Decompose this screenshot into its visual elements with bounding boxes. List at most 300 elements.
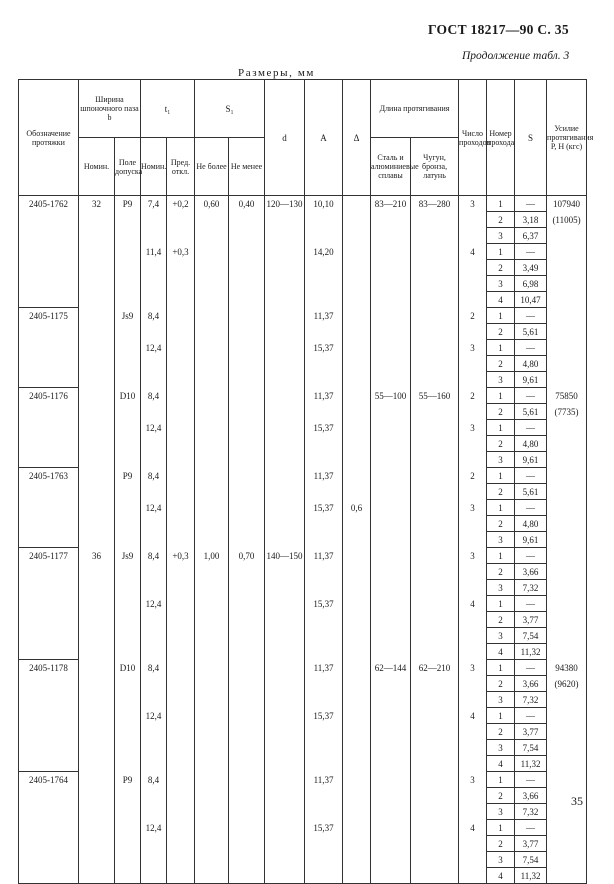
cell-designation <box>19 644 79 660</box>
table-row <box>19 612 587 628</box>
cell-t1-deviation <box>167 660 195 676</box>
cell-d <box>265 644 305 660</box>
cell-d <box>265 788 305 804</box>
continuation-label: Продолжение табл. 3 <box>462 50 570 62</box>
cell-t1-deviation <box>167 484 195 500</box>
cell-designation <box>19 804 79 820</box>
cell-d <box>265 532 305 548</box>
cell-force <box>547 340 587 356</box>
cell-s1-min <box>229 772 265 788</box>
table-row <box>19 596 587 612</box>
cell-designation <box>19 724 79 740</box>
cell-force <box>547 500 587 516</box>
page-number: 35 <box>571 794 583 808</box>
cell-t1-deviation <box>167 212 195 228</box>
cell-pass-no: 2 <box>487 324 515 340</box>
cell-d <box>265 484 305 500</box>
cell-length-iron <box>411 212 459 228</box>
cell-passes <box>459 676 487 692</box>
col-s1-max: Не более <box>195 138 229 196</box>
cell-designation <box>19 628 79 644</box>
cell-t1-deviation <box>167 356 195 372</box>
cell-s: — <box>515 596 547 612</box>
table-row <box>19 340 587 356</box>
cell-width-nominal <box>79 644 115 660</box>
cell-a <box>305 516 343 532</box>
cell-d: 140—150 <box>265 548 305 564</box>
cell-s1-min <box>229 212 265 228</box>
cell-passes <box>459 324 487 340</box>
cell-tolerance <box>115 756 141 772</box>
table-row <box>19 868 587 884</box>
cell-force <box>547 644 587 660</box>
table-row <box>19 836 587 852</box>
col-s1-min: Не менее <box>229 138 265 196</box>
cell-force <box>547 692 587 708</box>
cell-s1-min <box>229 612 265 628</box>
table-row <box>19 420 587 436</box>
cell-pass-no: 3 <box>487 740 515 756</box>
cell-length-iron <box>411 260 459 276</box>
cell-a: 11,37 <box>305 468 343 484</box>
cell-pass-no: 1 <box>487 196 515 212</box>
cell-designation <box>19 708 79 724</box>
cell-d <box>265 516 305 532</box>
cell-delta <box>343 612 371 628</box>
cell-pass-no: 1 <box>487 468 515 484</box>
cell-delta <box>343 852 371 868</box>
cell-t1-deviation <box>167 292 195 308</box>
cell-a: 15,37 <box>305 708 343 724</box>
cell-s1-max <box>195 532 229 548</box>
cell-passes <box>459 740 487 756</box>
cell-length-steel <box>371 788 411 804</box>
cell-length-iron <box>411 372 459 388</box>
cell-delta <box>343 692 371 708</box>
table-row <box>19 468 587 484</box>
cell-tolerance <box>115 292 141 308</box>
cell-s: 3,66 <box>515 788 547 804</box>
cell-a <box>305 868 343 884</box>
table-row <box>19 580 587 596</box>
col-passes: Число проходов <box>459 80 487 196</box>
cell-s1-max <box>195 260 229 276</box>
cell-designation: 2405-1763 <box>19 468 79 484</box>
cell-s1-min <box>229 852 265 868</box>
cell-width-nominal <box>79 436 115 452</box>
cell-s1-max <box>195 740 229 756</box>
cell-designation <box>19 212 79 228</box>
cell-passes <box>459 644 487 660</box>
cell-length-steel <box>371 868 411 884</box>
cell-length-steel <box>371 756 411 772</box>
cell-pass-no: 4 <box>487 292 515 308</box>
table-row <box>19 740 587 756</box>
cell-width-nominal <box>79 308 115 324</box>
cell-passes <box>459 692 487 708</box>
cell-tolerance <box>115 420 141 436</box>
cell-delta <box>343 628 371 644</box>
cell-s1-min <box>229 276 265 292</box>
cell-passes: 3 <box>459 548 487 564</box>
cell-length-iron <box>411 356 459 372</box>
cell-force <box>547 868 587 884</box>
cell-s1-max <box>195 468 229 484</box>
cell-s1-min <box>229 340 265 356</box>
cell-s: 7,32 <box>515 804 547 820</box>
cell-s: — <box>515 196 547 212</box>
cell-passes <box>459 292 487 308</box>
cell-tolerance: P9 <box>115 196 141 212</box>
cell-t1-deviation <box>167 644 195 660</box>
cell-force: 75850 <box>547 388 587 404</box>
cell-length-steel <box>371 372 411 388</box>
cell-width-nominal <box>79 788 115 804</box>
cell-pass-no: 3 <box>487 580 515 596</box>
cell-length-steel <box>371 516 411 532</box>
cell-passes <box>459 276 487 292</box>
table-row <box>19 676 587 692</box>
cell-a: 10,10 <box>305 196 343 212</box>
cell-delta <box>343 292 371 308</box>
cell-d <box>265 804 305 820</box>
table-row <box>19 276 587 292</box>
cell-t1-deviation <box>167 676 195 692</box>
cell-d <box>265 612 305 628</box>
cell-designation <box>19 484 79 500</box>
cell-delta <box>343 276 371 292</box>
cell-a: 15,37 <box>305 420 343 436</box>
cell-length-steel <box>371 836 411 852</box>
cell-length-steel <box>371 548 411 564</box>
table-row <box>19 564 587 580</box>
cell-t1: 12,4 <box>141 340 167 356</box>
cell-width-nominal <box>79 820 115 836</box>
cell-s1-max <box>195 676 229 692</box>
cell-pass-no: 3 <box>487 804 515 820</box>
cell-delta: 0,6 <box>343 500 371 516</box>
cell-length-iron <box>411 740 459 756</box>
cell-pass-no: 4 <box>487 868 515 884</box>
cell-delta <box>343 788 371 804</box>
cell-d <box>265 852 305 868</box>
cell-delta <box>343 340 371 356</box>
cell-tolerance <box>115 596 141 612</box>
cell-pass-no: 3 <box>487 276 515 292</box>
cell-designation <box>19 228 79 244</box>
cell-delta <box>343 516 371 532</box>
table-row <box>19 196 587 212</box>
cell-tolerance <box>115 820 141 836</box>
cell-width-nominal <box>79 340 115 356</box>
cell-t1 <box>141 228 167 244</box>
cell-s1-min <box>229 356 265 372</box>
cell-passes <box>459 516 487 532</box>
cell-tolerance <box>115 228 141 244</box>
cell-width-nominal <box>79 484 115 500</box>
cell-width-nominal <box>79 404 115 420</box>
cell-t1-deviation <box>167 756 195 772</box>
cell-tolerance <box>115 436 141 452</box>
cell-length-iron: 83—280 <box>411 196 459 212</box>
cell-s: 3,66 <box>515 676 547 692</box>
cell-delta <box>343 548 371 564</box>
cell-tolerance: Js9 <box>115 308 141 324</box>
cell-delta <box>343 868 371 884</box>
cell-passes <box>459 580 487 596</box>
cell-s: — <box>515 388 547 404</box>
cell-s: — <box>515 468 547 484</box>
cell-s1-min <box>229 756 265 772</box>
cell-length-iron: 55—160 <box>411 388 459 404</box>
cell-t1-deviation <box>167 820 195 836</box>
cell-d <box>265 356 305 372</box>
cell-width-nominal <box>79 500 115 516</box>
cell-passes <box>459 564 487 580</box>
cell-t1 <box>141 612 167 628</box>
cell-d <box>265 244 305 260</box>
table-row <box>19 436 587 452</box>
cell-t1: 8,4 <box>141 548 167 564</box>
cell-passes <box>459 756 487 772</box>
cell-designation: 2405-1178 <box>19 660 79 676</box>
cell-designation <box>19 820 79 836</box>
cell-pass-no: 3 <box>487 452 515 468</box>
cell-length-iron <box>411 532 459 548</box>
cell-length-steel <box>371 772 411 788</box>
cell-length-iron <box>411 292 459 308</box>
cell-length-iron <box>411 308 459 324</box>
cell-s: 3,18 <box>515 212 547 228</box>
cell-delta <box>343 804 371 820</box>
cell-pass-no: 2 <box>487 836 515 852</box>
cell-s: — <box>515 660 547 676</box>
cell-designation <box>19 836 79 852</box>
cell-force <box>547 420 587 436</box>
cell-length-iron <box>411 772 459 788</box>
cell-passes <box>459 836 487 852</box>
cell-force <box>547 436 587 452</box>
cell-width-nominal <box>79 244 115 260</box>
cell-s1-min <box>229 244 265 260</box>
cell-t1 <box>141 452 167 468</box>
cell-t1: 8,4 <box>141 308 167 324</box>
table-row <box>19 820 587 836</box>
table-row <box>19 724 587 740</box>
cell-t1-deviation <box>167 500 195 516</box>
col-steel: Сталь и алюминиевые сплавы <box>371 138 411 196</box>
cell-t1-deviation <box>167 836 195 852</box>
cell-a <box>305 644 343 660</box>
cell-s: 3,77 <box>515 724 547 740</box>
cell-s1-max <box>195 612 229 628</box>
cell-passes: 4 <box>459 244 487 260</box>
cell-width-nominal <box>79 292 115 308</box>
cell-a <box>305 852 343 868</box>
cell-t1 <box>141 484 167 500</box>
cell-tolerance <box>115 212 141 228</box>
cell-length-iron <box>411 436 459 452</box>
cell-s1-min <box>229 388 265 404</box>
cell-d <box>265 580 305 596</box>
cell-length-steel <box>371 676 411 692</box>
cell-t1: 12,4 <box>141 420 167 436</box>
cell-d <box>265 276 305 292</box>
col-a: A <box>305 80 343 196</box>
cell-s1-min <box>229 564 265 580</box>
cell-width-nominal <box>79 324 115 340</box>
cell-delta <box>343 756 371 772</box>
cell-t1 <box>141 804 167 820</box>
cell-length-steel <box>371 420 411 436</box>
cell-force: 107940 <box>547 196 587 212</box>
cell-d <box>265 740 305 756</box>
cell-delta <box>343 676 371 692</box>
cell-s1-max <box>195 868 229 884</box>
cell-s1-max <box>195 228 229 244</box>
cell-s1-min <box>229 468 265 484</box>
cell-pass-no: 1 <box>487 308 515 324</box>
cell-length-steel <box>371 804 411 820</box>
cell-force <box>547 756 587 772</box>
cell-designation <box>19 788 79 804</box>
cell-s: 6,37 <box>515 228 547 244</box>
cell-t1-deviation: +0,3 <box>167 548 195 564</box>
cell-t1-deviation <box>167 276 195 292</box>
cell-s1-max <box>195 420 229 436</box>
cell-s1-min <box>229 372 265 388</box>
cell-designation <box>19 292 79 308</box>
cell-s: 7,54 <box>515 628 547 644</box>
table-row <box>19 452 587 468</box>
cell-s1-min <box>229 436 265 452</box>
table-row <box>19 308 587 324</box>
cell-tolerance <box>115 452 141 468</box>
cell-designation <box>19 852 79 868</box>
cell-length-steel <box>371 260 411 276</box>
cell-pass-no: 3 <box>487 532 515 548</box>
cell-d <box>265 340 305 356</box>
cell-t1 <box>141 324 167 340</box>
cell-d <box>265 404 305 420</box>
cell-a: 11,37 <box>305 308 343 324</box>
cell-passes: 2 <box>459 308 487 324</box>
cell-length-iron <box>411 244 459 260</box>
cell-t1-deviation <box>167 596 195 612</box>
cell-length-iron <box>411 452 459 468</box>
cell-s1-min <box>229 644 265 660</box>
table-row <box>19 212 587 228</box>
cell-s1-min <box>229 404 265 420</box>
cell-t1: 8,4 <box>141 660 167 676</box>
cell-tolerance <box>115 372 141 388</box>
cell-length-steel <box>371 340 411 356</box>
cell-d <box>265 596 305 612</box>
cell-designation: 2405-1762 <box>19 196 79 212</box>
cell-s: 4,80 <box>515 516 547 532</box>
cell-passes <box>459 484 487 500</box>
cell-delta <box>343 404 371 420</box>
cell-width-nominal <box>79 804 115 820</box>
cell-s1-min <box>229 708 265 724</box>
cell-designation <box>19 692 79 708</box>
cell-s1-min <box>229 836 265 852</box>
cell-pass-no: 1 <box>487 244 515 260</box>
cell-a: 11,37 <box>305 388 343 404</box>
table-row <box>19 228 587 244</box>
cell-tolerance <box>115 404 141 420</box>
table-row <box>19 260 587 276</box>
cell-s1-max <box>195 244 229 260</box>
cell-t1-deviation <box>167 740 195 756</box>
cell-tolerance <box>115 244 141 260</box>
cell-s1-max <box>195 340 229 356</box>
cell-delta <box>343 308 371 324</box>
cell-t1-deviation <box>167 228 195 244</box>
table-row <box>19 372 587 388</box>
cell-length-iron <box>411 580 459 596</box>
cell-designation: 2405-1177 <box>19 548 79 564</box>
cell-s: — <box>515 500 547 516</box>
cell-d <box>265 772 305 788</box>
cell-delta <box>343 644 371 660</box>
cell-pass-no: 2 <box>487 788 515 804</box>
cell-s: — <box>515 772 547 788</box>
cell-designation <box>19 612 79 628</box>
cell-width-nominal <box>79 388 115 404</box>
cell-s: 10,47 <box>515 292 547 308</box>
cell-width-nominal <box>79 756 115 772</box>
cell-designation <box>19 596 79 612</box>
cell-force <box>547 708 587 724</box>
cell-pass-no: 2 <box>487 212 515 228</box>
cell-designation <box>19 756 79 772</box>
cell-t1-deviation <box>167 436 195 452</box>
cell-force <box>547 276 587 292</box>
cell-delta <box>343 420 371 436</box>
cell-delta <box>343 836 371 852</box>
cell-width-nominal <box>79 660 115 676</box>
cell-d <box>265 708 305 724</box>
cell-t1-deviation <box>167 388 195 404</box>
cell-length-iron <box>411 548 459 564</box>
cell-length-steel <box>371 212 411 228</box>
col-pass-no: Номер прохода <box>487 80 515 196</box>
col-nominal: Номин. <box>79 138 115 196</box>
cell-tolerance <box>115 804 141 820</box>
cell-force <box>547 484 587 500</box>
cell-s1-max <box>195 724 229 740</box>
cell-designation <box>19 340 79 356</box>
cell-a <box>305 740 343 756</box>
cell-d <box>265 628 305 644</box>
cell-force <box>547 772 587 788</box>
cell-length-iron <box>411 612 459 628</box>
cell-force <box>547 548 587 564</box>
cell-width-nominal <box>79 516 115 532</box>
cell-length-steel <box>371 484 411 500</box>
cell-designation: 2405-1176 <box>19 388 79 404</box>
cell-d <box>265 676 305 692</box>
cell-delta <box>343 356 371 372</box>
cell-width-nominal <box>79 676 115 692</box>
cell-t1 <box>141 436 167 452</box>
cell-t1-deviation <box>167 516 195 532</box>
cell-s: 7,32 <box>515 692 547 708</box>
cell-a: 15,37 <box>305 596 343 612</box>
cell-t1-deviation <box>167 724 195 740</box>
cell-s: — <box>515 548 547 564</box>
